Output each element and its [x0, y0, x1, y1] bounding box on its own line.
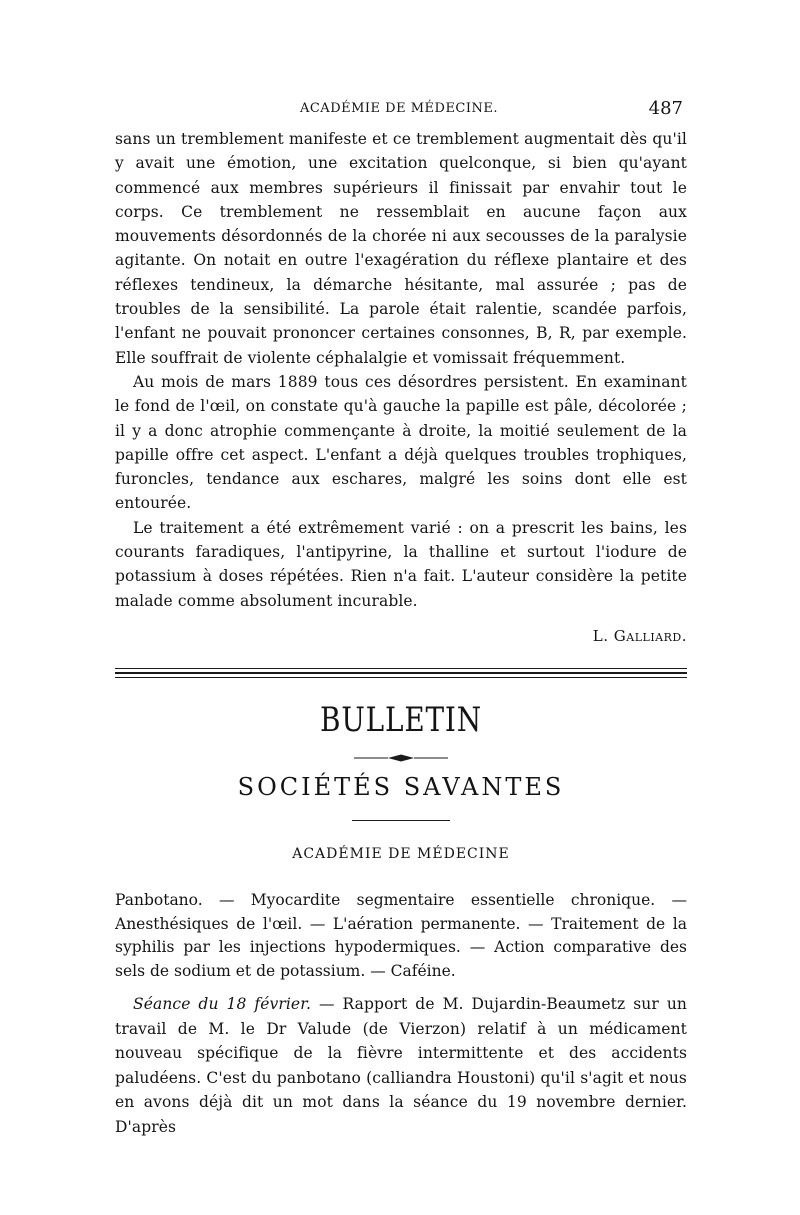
running-title: ACADÉMIE DE MÉDECINE. — [299, 101, 499, 116]
article-continuation — [115, 127, 687, 613]
seance-label: Séance du 18 février. — [133, 995, 312, 1013]
running-head — [115, 98, 683, 123]
societes-heading: SOCIÉTÉS SAVANTES — [237, 773, 565, 801]
section-rule-top — [115, 668, 687, 669]
section-rule-bottom — [115, 677, 687, 678]
paragraph-2: Au mois de mars 1889 tous ces désordres persistent. En examinant le fond de l'œil, on constate qu'à gauche la papille est pâle, décolorée ; il y a donc atrophie commençante à droite, la moitié seulement de la papille offre cet aspect. L'enfant a déjà quelques troubles trophiques, furoncles, tendance aux eschares, malgré les soins dont elle est entourée. — [115, 372, 687, 513]
seance-block — [115, 992, 687, 1139]
seance-text: — Rapport de M. Dujardin-Beaumetz sur un travail de M. le Dr Valude (de Vierzon) relatif à un médicament nouveau spécifique de la fièvre intermittente et des accidents paludéens. C'est du panbotano (calliandra Houstoni) qu'il s'agit et nous en avons déjà dit un mot dans la séance du 19 novembre dernier. D'après — [115, 995, 687, 1136]
session-summary: Panbotano. — Myocardite segmentaire essentielle chronique. — Anesthésiques de l'œil. — L'aération permanente. — Traitement de la syphilis par les injections hypodermiques. — Action comparative des sels de sodium et de potassium. — Caféine. — [115, 891, 687, 980]
paragraph-1: sans un tremblement manifeste et ce tremblement augmentait dès qu'il y avait une émotion, une excitation quelconque, si bien qu'ayant commencé aux membres supérieurs il finissait par envahir tout le corps. Ce tremblement ne ressemblait en aucune façon aux mouvements désordonnés de la chorée ni aux secousses de la paralysie agitante. On notait en outre l'exagération du réflexe plantaire et des réflexes tendineux, la démarche hésitante, mal assurée ; pas de troubles de la sensibilité. La parole était ralentie, scandée parfois, l'enfant ne pouvait prononcer certaines consonnes, B, R, par exemple. Elle souffrait de violente céphalalgie et vomissait fréquemment. — [115, 130, 687, 367]
author-signature: L. Galliard. — [592, 627, 687, 645]
section-rule-double — [115, 672, 687, 674]
page-number: 487 — [648, 98, 683, 119]
bulletin-heading: BULLETIN — [320, 700, 482, 740]
ornament-divider — [354, 754, 448, 762]
seance-paragraph — [115, 992, 687, 1139]
paragraph-3: Le traitement a été extrêmement varié : on a prescrit les bains, les courants faradiques, l'antipyrine, la thalline et surtout l'iodure de potassium à doses répétées. Rien n'a fait. L'auteur considère la petite malade comme absolument incurable. — [115, 518, 687, 610]
academie-heading: ACADÉMIE DE MÉDECINE — [292, 846, 510, 862]
short-rule — [352, 820, 450, 821]
